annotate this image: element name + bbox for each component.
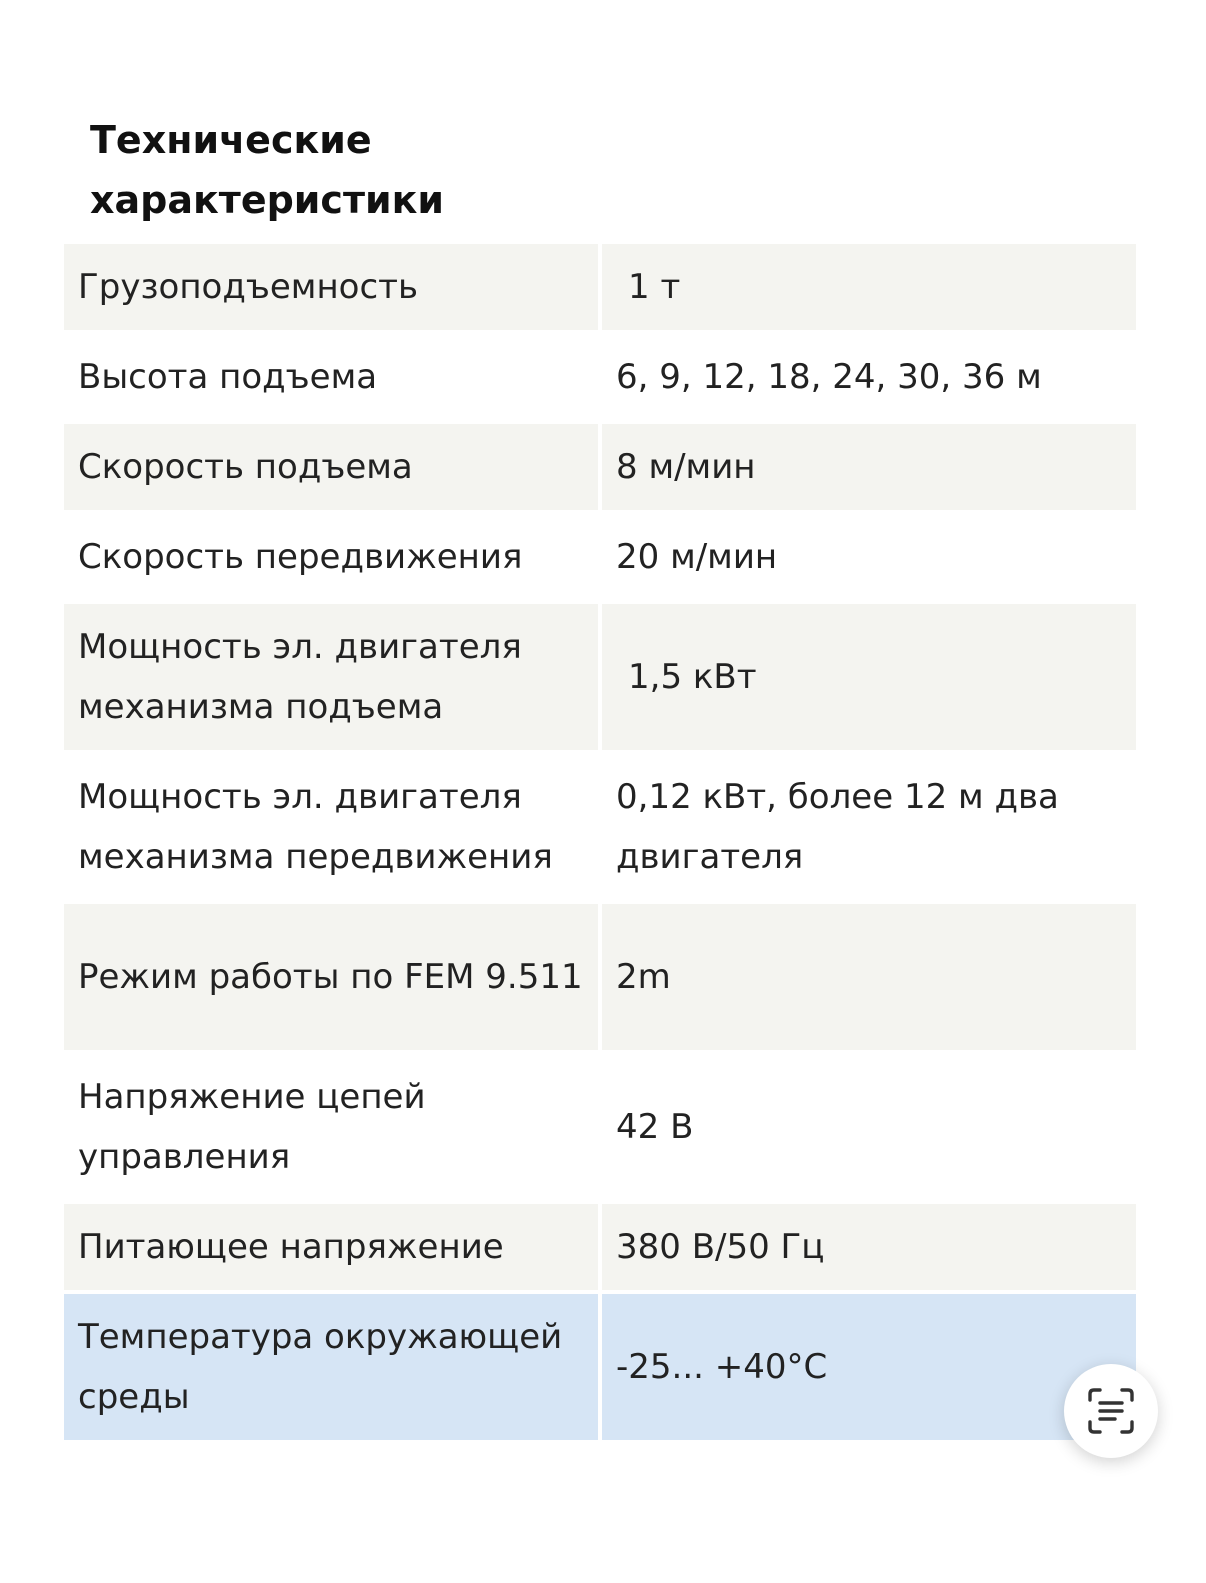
spec-label: Грузоподъемность	[64, 244, 598, 334]
spec-value: 20 м/мин	[602, 514, 1136, 604]
spec-label: Мощность эл. двигателя механизма подъема	[64, 604, 598, 754]
spec-value: 1 т	[602, 244, 1136, 334]
spec-value: 380 В/50 Гц	[602, 1204, 1136, 1294]
spec-row-supply-voltage	[64, 1204, 1136, 1294]
spec-row-ambient-temperature	[64, 1294, 1136, 1444]
spec-row-lift-height	[64, 334, 1136, 424]
spec-row-control-voltage	[64, 1054, 1136, 1204]
spec-label: Режим работы по FEM 9.511	[64, 904, 598, 1054]
spec-label: Напряжение цепей управления	[64, 1054, 598, 1204]
spec-value: 6, 9, 12, 18, 24, 30, 36 м	[602, 334, 1136, 424]
spec-value: 2m	[602, 904, 1136, 1054]
spec-row-travel-speed	[64, 514, 1136, 604]
spec-value: 1,5 кВт	[602, 604, 1136, 754]
spec-value: 8 м/мин	[602, 424, 1136, 514]
spec-value: -25... +40°С	[602, 1294, 1136, 1444]
page-title: Технические характеристики	[90, 118, 445, 222]
spec-row-duty-class	[64, 904, 1136, 1054]
spec-row-lift-speed	[64, 424, 1136, 514]
spec-row-capacity	[64, 244, 1136, 334]
spec-label: Скорость подъема	[64, 424, 598, 514]
spec-label: Питающее напряжение	[64, 1204, 598, 1294]
spec-label: Температура окружающей среды	[64, 1294, 598, 1444]
spec-label: Высота подъема	[64, 334, 598, 424]
spec-label: Скорость передвижения	[64, 514, 598, 604]
specs-table	[60, 244, 1140, 1444]
spec-value: 0,12 кВт, более 12 м два двигателя	[602, 754, 1136, 904]
spec-row-lift-motor-power	[64, 604, 1136, 754]
spec-row-travel-motor-power	[64, 754, 1136, 904]
text-scan-icon	[1085, 1385, 1137, 1437]
spec-label: Мощность эл. двигателя механизма передвижения	[64, 754, 598, 904]
text-scan-button[interactable]	[1064, 1364, 1158, 1458]
spec-value: 42 В	[602, 1054, 1136, 1204]
